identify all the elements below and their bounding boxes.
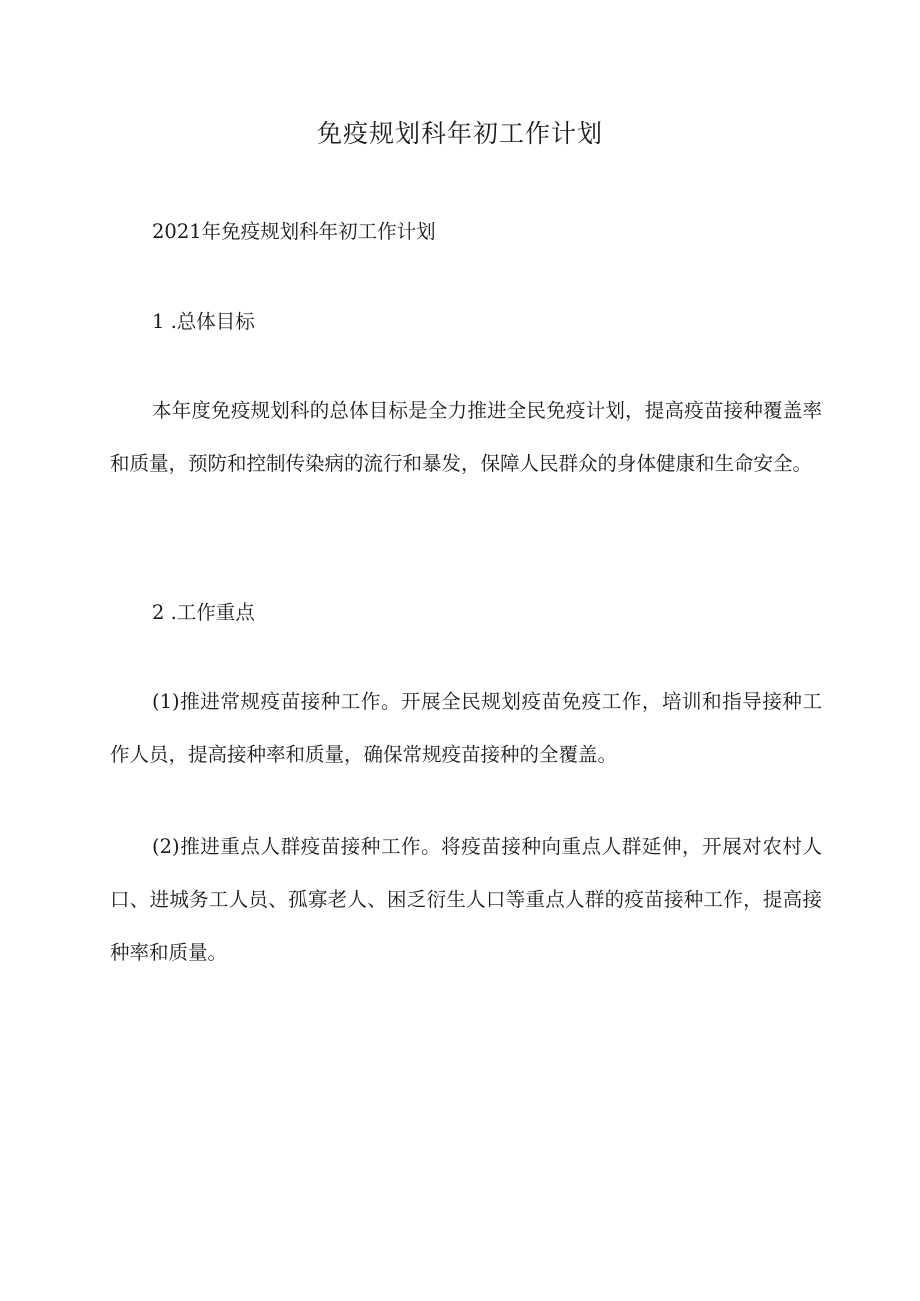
section-1-heading: 1 .总体目标: [152, 310, 255, 333]
section-2-heading: 2 .工作重点: [152, 601, 255, 624]
section-1-body: 本年度免疫规划科的总体目标是全力推进全民免疫计划，提高疫苗接种覆盖率和质量，预防和控制传染病的流行和暴发，保障人民群众的身体健康和生命安全。: [110, 399, 822, 475]
section-2-item-1: (1)推进常规疫苗接种工作。开展全民规划疫苗免疫工作，培训和指导接种工作人员，提高接种率和质量，确保常规疫苗接种的全覆盖。: [110, 690, 822, 766]
section-2-item-2: (2)推进重点人群疫苗接种工作。将疫苗接种向重点人群延伸，开展对农村人口、进城务工人员、孤寡老人、困乏衍生人口等重点人群的疫苗接种工作，提高接种率和质量。: [110, 835, 822, 964]
document-title: 免疫规划科年初工作计划: [316, 119, 603, 148]
document-subtitle: 2021年免疫规划科年初工作计划: [152, 220, 436, 243]
